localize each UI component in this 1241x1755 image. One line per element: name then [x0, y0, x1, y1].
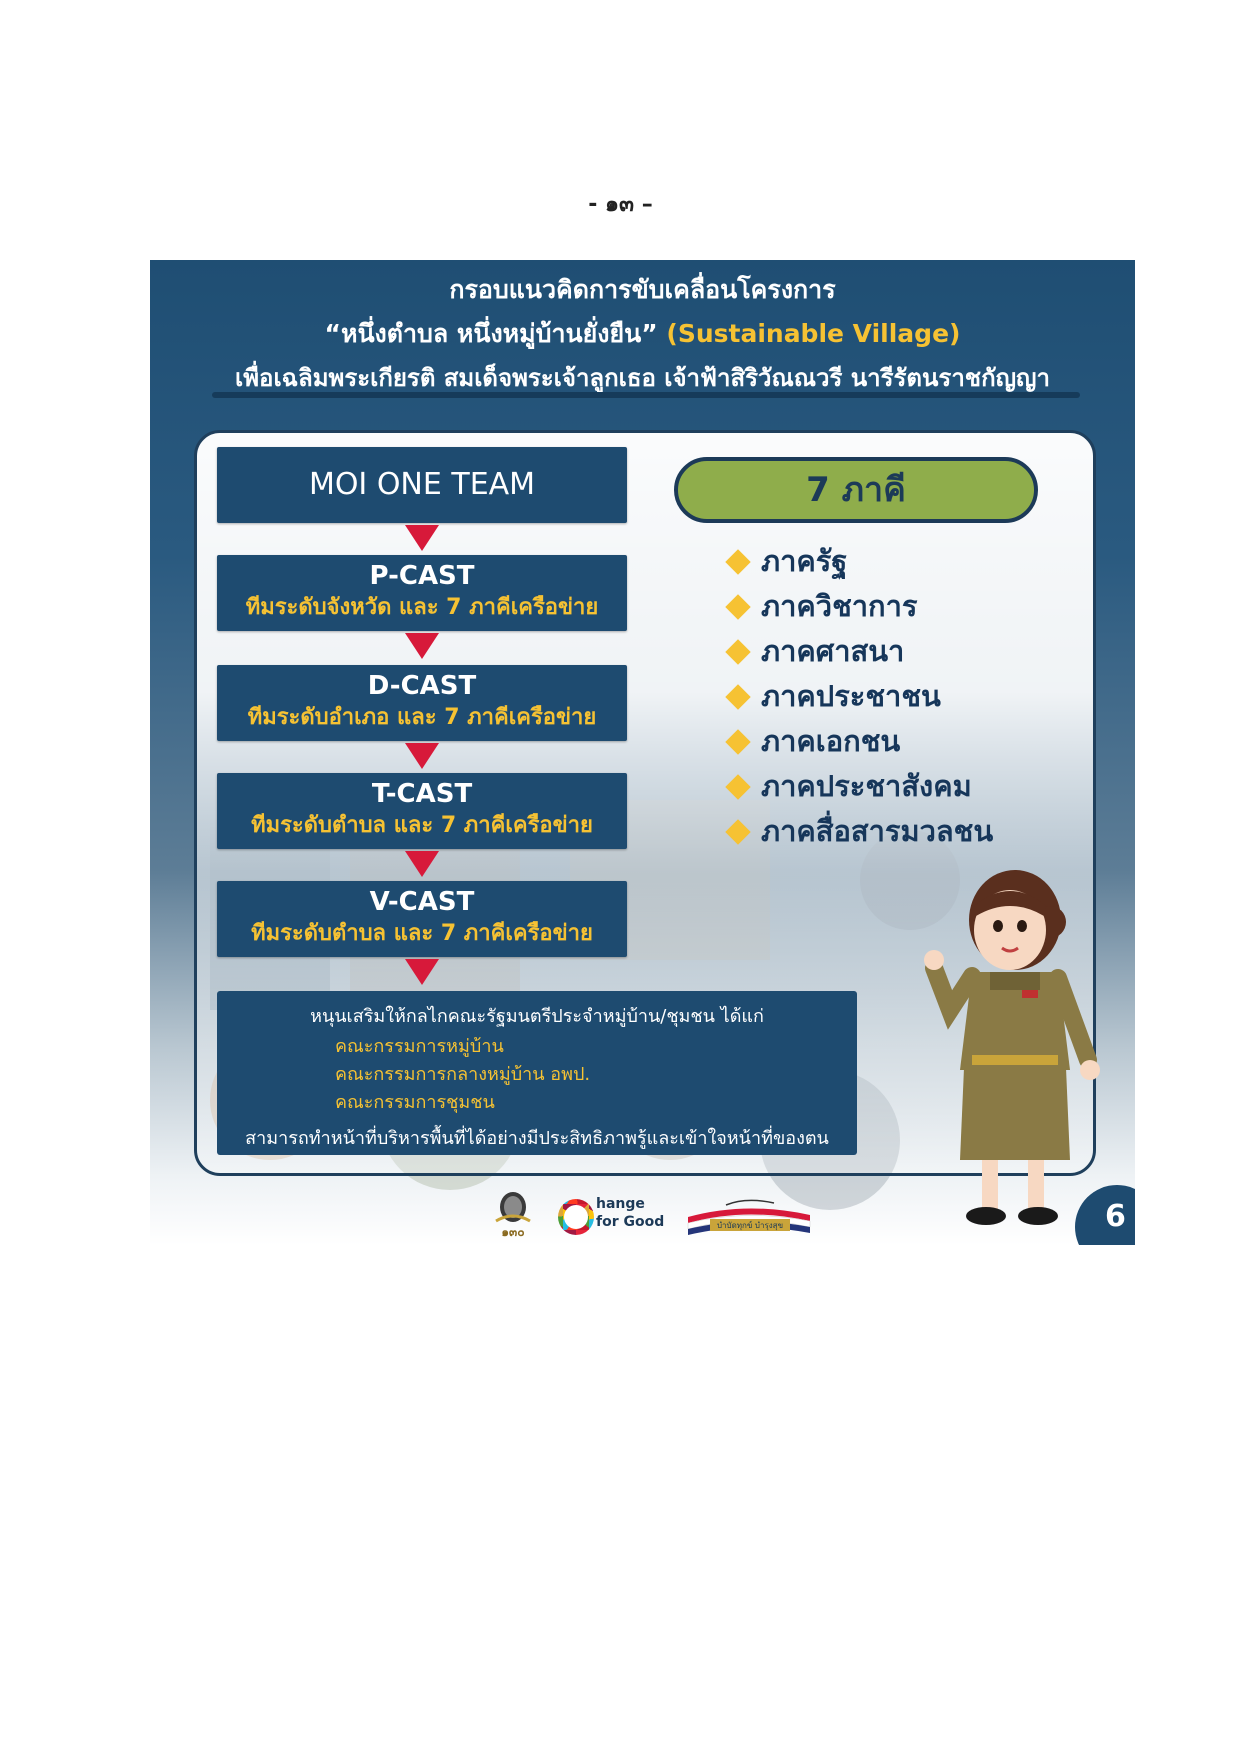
cast-title: T-CAST [371, 779, 473, 809]
moi-one-team-label: MOI ONE TEAM [308, 467, 536, 502]
mechanism-footer: สามารถทำหน้าที่บริหารพื้นที่ได้อย่างมีประสิทธิภาพรู้และเข้าใจหน้าที่ของตน [245, 1128, 829, 1149]
cast-subtitle: ทีมระดับจังหวัด และ 7 ภาคีเครือข่าย [245, 595, 599, 620]
partner-logos [490, 1185, 910, 1245]
cast-subtitle: ทีมระดับตำบล และ 7 ภาคีเครือข่าย [251, 813, 593, 838]
diamond-bullet-icon [725, 729, 750, 754]
t-cast-box [217, 773, 627, 849]
title-line-2 [150, 312, 1135, 356]
diamond-bullet-icon [725, 639, 750, 664]
sector-label: ภาคศาสนา [761, 634, 905, 668]
sector-label: ภาคเอกชน [761, 724, 901, 758]
committee-item: คณะกรรมการชุมชน [335, 1092, 495, 1113]
sector-label: ภาควิชาการ [761, 589, 918, 623]
p-cast-box [217, 555, 627, 631]
flag-slogan-text: บำบัดทุกข์ บำรุงสุข [716, 1221, 784, 1230]
cast-subtitle: ทีมระดับอำเภอ และ 7 ภาคีเครือข่าย [247, 705, 597, 730]
diamond-bullet-icon [725, 774, 750, 799]
official-character-illustration [920, 860, 1110, 1240]
cast-subtitle: ทีมระดับตำบล และ 7 ภาคีเครือข่าย [251, 921, 593, 946]
diamond-bullet-icon [725, 594, 750, 619]
change-line-2: for Good [596, 1214, 665, 1230]
sector-label: ภาคประชาชน [761, 679, 941, 713]
title-line-1: กรอบแนวคิดการขับเคลื่อนโครงการ [449, 275, 836, 304]
moi-one-team-box [217, 447, 627, 523]
sector-label: ภาครัฐ [761, 544, 848, 578]
village-mechanism-box [217, 991, 857, 1155]
down-arrow-icon [405, 851, 439, 877]
title-underline [212, 392, 1080, 398]
down-arrow-icon [405, 743, 439, 769]
cast-title: V-CAST [369, 887, 475, 917]
down-arrow-icon [405, 525, 439, 551]
sdg-ring-icon [558, 1199, 594, 1235]
committee-item: คณะกรรมการหมู่บ้าน [335, 1036, 504, 1057]
cast-title: P-CAST [369, 561, 475, 591]
page-number: - ๑๓ – [588, 192, 653, 217]
change-for-good-text [596, 1195, 664, 1231]
diamond-bullet-icon [725, 549, 750, 574]
v-cast-box [217, 881, 627, 957]
change-for-good-logo [558, 1193, 665, 1237]
project-name-english: (Sustainable Village) [666, 319, 961, 348]
moi-130-seal-logo [490, 1189, 536, 1239]
sector-label: ภาคประชาสังคม [761, 769, 972, 803]
cast-title: D-CAST [367, 671, 477, 701]
project-name: “หนึ่งตำบล หนึ่งหมู่บ้านยั่งยืน” [324, 319, 658, 348]
seal-text: ๑๓๐ [501, 1225, 525, 1239]
mechanism-intro: หนุนเสริมให้กลไกคณะรัฐมนตรีประจำหมู่บ้าน/ชุมชน ได้แก่ [310, 1006, 764, 1027]
slide-number: 6 [1105, 1199, 1126, 1234]
diamond-bullet-icon [725, 819, 750, 844]
infographic [150, 260, 1135, 1245]
title-block [150, 268, 1135, 400]
diamond-bullet-icon [725, 684, 750, 709]
title-line-3: เพื่อเฉลิมพระเกียรติ สมเด็จพระเจ้าลูกเธอ เจ้าฟ้าสิริวัณณวรี นารีรัตนราชกัญญา [235, 364, 1050, 392]
committee-item: คณะกรรมการกลางหมู่บ้าน อพป. [335, 1064, 591, 1085]
seven-sectors-pill: 7 ภาคี [674, 457, 1038, 523]
down-arrow-icon [405, 959, 439, 985]
down-arrow-icon [405, 633, 439, 659]
d-cast-box [217, 665, 627, 741]
change-line-1: hange [596, 1196, 645, 1212]
sector-label: ภาคสื่อสารมวลชน [761, 814, 994, 848]
thai-flag-slogan-logo [686, 1195, 812, 1235]
